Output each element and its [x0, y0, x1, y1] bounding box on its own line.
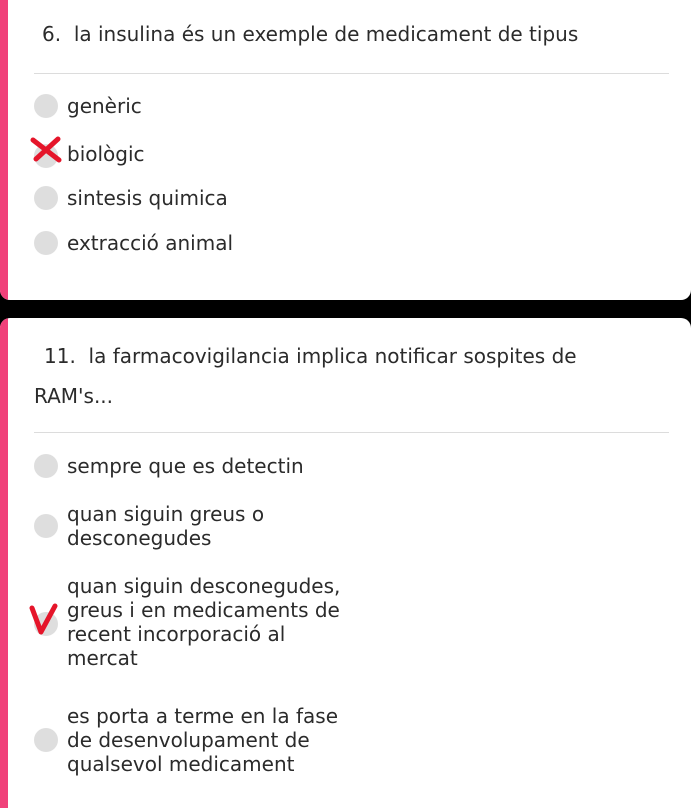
option-label: genèric: [67, 94, 142, 118]
question-label: la farmacovigilancia implica notificar sospites de: [88, 344, 577, 368]
x-mark-icon: [30, 136, 62, 164]
radio-button[interactable]: [34, 94, 58, 118]
option-label-line: quan siguin greus o: [67, 502, 265, 526]
option-label-line: desconegudes: [67, 526, 212, 550]
option-label: sintesis quimica: [67, 186, 228, 210]
question-11-text-line1: [44, 338, 577, 374]
check-mark-icon: [28, 602, 58, 638]
option-label-line: qualsevol medicament: [67, 752, 295, 776]
card-accent-bar: [0, 0, 8, 300]
option-label-line: greus i en medicaments de: [67, 598, 340, 622]
divider: [34, 432, 669, 433]
option-label: sempre que es detectin: [67, 454, 304, 478]
question-card-6: [0, 0, 691, 300]
option-label: biològic: [67, 142, 145, 166]
radio-button[interactable]: [34, 231, 58, 255]
option-label-line: es porta a terme en la fase: [67, 704, 338, 728]
option-label-line: recent incorporació al: [67, 622, 286, 646]
radio-button[interactable]: [34, 454, 58, 478]
question-6-text: [42, 16, 578, 52]
question-label: la insulina és un exemple de medicament de tipus: [73, 22, 579, 46]
card-accent-bar: [0, 318, 8, 808]
option-label-line: quan siguin desconegudes,: [67, 574, 341, 598]
radio-button[interactable]: [34, 186, 58, 210]
question-number: 11.: [44, 344, 76, 368]
question-number: 6.: [42, 22, 62, 46]
option-label: extracció animal: [67, 231, 234, 255]
question-11-text-line2: RAM's...: [34, 384, 114, 408]
option-label-line: de desenvolupament de: [67, 728, 310, 752]
divider: [34, 73, 669, 74]
option-label-line: mercat: [67, 646, 138, 670]
radio-button[interactable]: [34, 728, 58, 752]
radio-button[interactable]: [34, 514, 58, 538]
question-card-11: [0, 318, 691, 808]
